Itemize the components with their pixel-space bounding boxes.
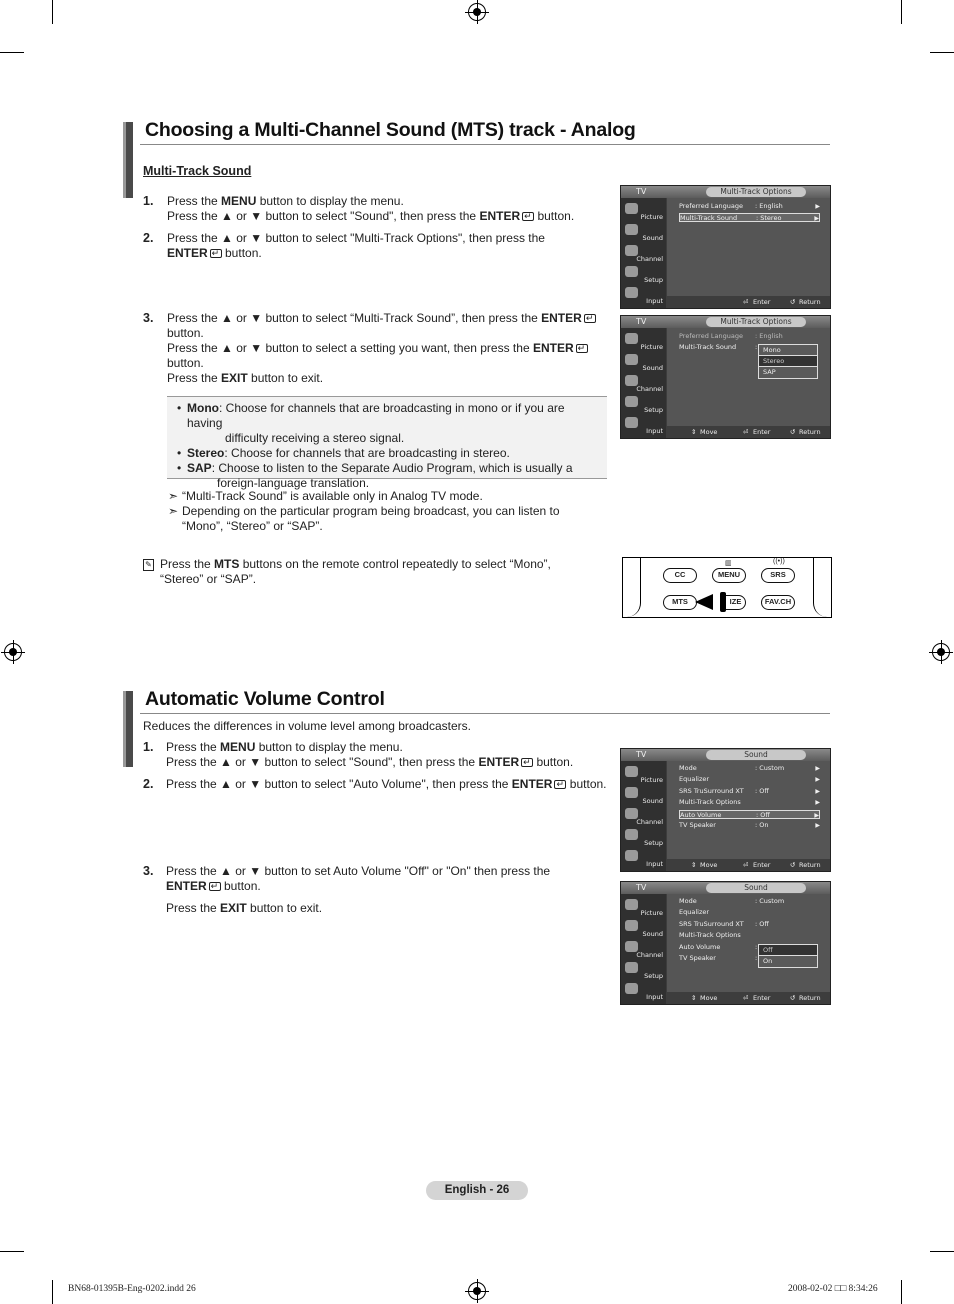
remote-top-icon: ((•)) <box>773 558 785 565</box>
step-2 <box>166 777 607 792</box>
keyword: ENTER <box>541 311 582 325</box>
osd-side-setup: Setup <box>623 961 665 981</box>
arrow-right-icon: ▶ <box>815 788 820 795</box>
osd-side-channel: Channel <box>623 374 665 394</box>
keyword: ENTER <box>532 341 574 355</box>
osd-sound-1 <box>620 748 831 872</box>
note-arrow-icon: ➣ <box>168 504 179 518</box>
registration-mark-icon <box>468 3 486 21</box>
osd-multitrack-2 <box>620 315 831 439</box>
arrow-right-icon: ▶ <box>814 812 819 819</box>
remote-tip-icon: ✎ <box>143 559 154 571</box>
osd-row: Preferred Language : English <box>679 332 783 340</box>
osd-tv-label: TV <box>636 317 647 326</box>
osd-side-input: Input <box>623 416 665 436</box>
options-box <box>167 396 607 490</box>
osd-side-setup: Setup <box>623 395 665 415</box>
picture-icon <box>625 899 638 910</box>
keyword: EXIT <box>220 901 247 915</box>
osd-tv-label: TV <box>636 883 647 892</box>
osd-side-channel: Channel <box>623 807 665 827</box>
popup-option: SAP <box>763 368 776 376</box>
section-bar <box>123 691 133 767</box>
osd-row: Multi-Track Options <box>679 931 741 939</box>
remote-tip-text: Press the MTS buttons on the remote control repeatedly to select “Mono”, “Stereo” or “SAP”. <box>160 557 551 586</box>
osd-row: TV Speaker : <box>679 954 758 962</box>
picture-icon <box>625 766 638 777</box>
enter-icon: ⏎ <box>743 994 749 1002</box>
step-line: Press the EXIT button to exit. <box>167 371 324 385</box>
step-line: Press the ▲ or ▼ button to set Auto Volume "Off" or "On" then press the <box>166 864 551 878</box>
step-line: button. <box>167 326 204 340</box>
osd-side-sound: Sound <box>623 919 665 939</box>
step-1 <box>167 194 574 224</box>
osd-footer: ⇕ Move ⏎ Enter ↺ Return <box>667 426 830 438</box>
section-title-avc: Automatic Volume Control <box>145 688 385 710</box>
return-icon: ↺ <box>790 428 796 436</box>
remote-top-icon: ▥ <box>725 560 732 567</box>
option-name: SAP <box>187 461 212 475</box>
keyword: ENTER <box>479 209 521 223</box>
osd-side-picture: Picture <box>623 898 665 918</box>
osd-menu-title: Sound <box>706 750 806 760</box>
popup-option: On <box>763 957 773 965</box>
osd-content <box>667 328 830 426</box>
move-icon: ⇕ <box>691 994 697 1002</box>
osd-sidebar <box>621 761 666 871</box>
arrow-right-icon: ▶ <box>814 215 819 222</box>
enter-button-icon <box>522 212 534 221</box>
osd-sound-2 <box>620 881 831 1005</box>
sound-icon <box>625 787 638 798</box>
remote-cc-button: CC <box>663 568 697 583</box>
osd-row: Mode : Custom ▶ <box>679 764 820 772</box>
enter-icon: ⏎ <box>743 861 749 869</box>
osd-row: SRS TruSurround XT : Off <box>679 920 769 928</box>
keyword: ENTER <box>478 755 520 769</box>
popup-option-selected: Off <box>759 945 817 956</box>
osd-row: Auto Volume : <box>679 943 758 951</box>
step-line: Press the EXIT button to exit. <box>166 901 323 915</box>
osd-menu-title: Sound <box>706 883 806 893</box>
option-name: Stereo <box>187 446 225 460</box>
setup-icon <box>625 396 638 407</box>
osd-side-picture: Picture <box>623 765 665 785</box>
note-text: Depending on the particular program being broadcast, you can listen to “Mono”, “Stereo” or “SAP”. <box>182 504 560 533</box>
remote-psize-button: IZE <box>726 595 746 610</box>
setup-icon <box>625 266 638 277</box>
osd-content <box>667 894 830 992</box>
osd-side-sound: Sound <box>623 353 665 373</box>
keyword: MENU <box>220 740 256 754</box>
osd-row: Preferred Language : English ▶ <box>679 202 820 210</box>
osd-side-input: Input <box>623 982 665 1002</box>
osd-row: Mode : Custom <box>679 897 785 905</box>
setup-icon <box>625 962 638 973</box>
option-sap <box>175 461 599 491</box>
osd-tv-label: TV <box>636 750 647 759</box>
arrow-right-icon: ▶ <box>815 799 820 806</box>
osd-row: Equalizer <box>679 908 710 916</box>
osd-row: Multi-Track Options ▶ <box>679 798 820 806</box>
step-line: Press the MENU button to display the menu. <box>166 740 403 754</box>
footer-file: BN68-01395B-Eng-0202.indd 26 <box>68 1284 196 1294</box>
input-icon <box>625 417 638 428</box>
osd-side-channel: Channel <box>623 244 665 264</box>
crop-mark <box>0 1251 24 1252</box>
keyword: ENTER <box>166 879 207 893</box>
enter-icon: ⏎ <box>743 298 749 306</box>
step-number: 2. <box>143 231 154 245</box>
enter-button-icon <box>210 249 222 258</box>
input-icon <box>625 287 638 298</box>
step-line: Press the ▲ or ▼ button to select a setting you want, then press the ENTER↵ <box>167 341 596 356</box>
return-icon: ↺ <box>790 861 796 869</box>
intro-text: Reduces the differences in volume level among broadcasters. <box>143 719 471 733</box>
option-desc: : Choose to listen to the Separate Audio Program, which is usually a <box>211 461 573 475</box>
remote-mts-button: MTS <box>663 595 697 610</box>
note-2 <box>168 504 588 534</box>
osd-content <box>667 761 830 859</box>
crop-mark <box>52 1280 53 1304</box>
option-mono <box>175 401 599 446</box>
sound-icon <box>625 920 638 931</box>
keyword: MENU <box>221 194 257 208</box>
crop-mark <box>901 1280 902 1304</box>
crop-mark <box>930 52 954 53</box>
sound-icon <box>625 354 638 365</box>
step-line: Press the ▲ or ▼ button to select "Sound", then press the ENTER↵ button. <box>166 755 573 770</box>
return-icon: ↺ <box>790 298 796 306</box>
remote-control-image <box>622 557 832 618</box>
keyword: ENTER <box>511 777 553 791</box>
step-line: Press the MENU button to display the menu. <box>167 194 404 208</box>
note-text: “Multi-Track Sound” is available only in Analog TV mode. <box>182 489 483 503</box>
registration-mark-icon <box>932 643 950 661</box>
step-3 <box>167 311 596 386</box>
osd-side-setup: Setup <box>623 828 665 848</box>
option-desc: : Choose for channels that are broadcasting in mono or if you are having <box>187 401 565 430</box>
osd-sidebar <box>621 198 666 308</box>
step-line: ENTER↵ button. <box>167 246 545 261</box>
osd-side-setup: Setup <box>623 265 665 285</box>
step-1 <box>166 740 573 770</box>
arrow-right-icon: ▶ <box>815 203 820 210</box>
return-icon: ↺ <box>790 994 796 1002</box>
osd-row: Multi-Track Sound : <box>679 343 758 351</box>
enter-button-icon <box>584 314 596 323</box>
osd-row: TV Speaker : On ▶ <box>679 821 820 829</box>
remote-tip <box>143 557 573 587</box>
crop-mark <box>901 0 902 24</box>
step-line: Press the ▲ or ▼ button to select “Multi-Track Sound”, then press the ENTER↵ <box>167 311 596 326</box>
crop-mark <box>0 52 24 53</box>
osd-side-picture: Picture <box>623 202 665 222</box>
step-number: 3. <box>143 311 154 325</box>
section-title-mts: Choosing a Multi-Channel Sound (MTS) track - Analog <box>145 119 636 141</box>
option-desc: : Choose for channels that are broadcasting in stereo. <box>224 446 510 460</box>
step-line: Press the ▲ or ▼ button to select "Sound", then press the ENTER↵ button. <box>167 209 574 224</box>
move-icon: ⇕ <box>691 861 697 869</box>
section-rule <box>140 713 830 714</box>
section-bar <box>123 122 133 198</box>
page-number: English - 26 <box>426 1181 528 1200</box>
enter-button-icon <box>209 882 221 891</box>
registration-mark-icon <box>4 643 22 661</box>
option-name: Mono <box>187 401 219 415</box>
keyword: MTS <box>214 557 240 571</box>
step-number: 1. <box>143 740 154 754</box>
popup-option: Mono <box>759 345 817 356</box>
subheading: Multi-Track Sound <box>143 164 252 178</box>
osd-menu-title: Multi-Track Options <box>706 317 806 327</box>
osd-side-input: Input <box>623 849 665 869</box>
osd-row-selected: Multi-Track Sound : Stereo ▶ <box>680 214 819 222</box>
osd-tv-label: TV <box>636 187 647 196</box>
popup-option-selected: Stereo <box>759 356 817 367</box>
step-line: Press the ▲ or ▼ button to select "Auto Volume", then press the ENTER↵ button. <box>166 777 607 792</box>
osd-footer: ⏎ Enter ↺ Return <box>667 296 830 308</box>
option-stereo <box>175 446 599 461</box>
arrow-right-icon: ▶ <box>815 822 820 829</box>
picture-icon <box>625 333 638 344</box>
pointer-arrow-icon <box>695 594 713 610</box>
remote-srs-button: SRS <box>761 568 795 583</box>
section-rule <box>140 144 830 145</box>
osd-side-channel: Channel <box>623 940 665 960</box>
arrow-right-icon: ▶ <box>815 765 820 772</box>
step-line: ENTER↵ button. <box>166 879 550 894</box>
option-desc-cont: foreign-language translation. <box>217 476 370 490</box>
osd-sidebar <box>621 894 666 1004</box>
osd-popup <box>758 944 818 968</box>
keyword: EXIT <box>221 371 248 385</box>
move-icon: ⇕ <box>691 428 697 436</box>
input-icon <box>625 983 638 994</box>
osd-row: Equalizer ▶ <box>679 775 820 783</box>
enter-button-icon <box>554 780 566 789</box>
osd-side-picture: Picture <box>623 332 665 352</box>
footer-date: 2008-02-02 □□ 8:34:26 <box>788 1284 878 1294</box>
osd-row: SRS TruSurround XT : Off ▶ <box>679 787 820 795</box>
arrow-right-icon: ▶ <box>815 776 820 783</box>
crop-mark <box>930 1251 954 1252</box>
osd-side-input: Input <box>623 286 665 306</box>
osd-multitrack-1 <box>620 185 831 309</box>
registration-mark-icon <box>468 1282 486 1300</box>
remote-menu-button: MENU <box>712 568 746 583</box>
keyword: ENTER <box>167 246 208 260</box>
osd-popup <box>758 344 818 379</box>
osd-footer: ⇕ Move ⏎ Enter ↺ Return <box>667 859 830 871</box>
osd-menu-title: Multi-Track Options <box>706 187 806 197</box>
remote-favch-button: FAV.CH <box>761 595 795 610</box>
note-arrow-icon: ➣ <box>168 489 179 503</box>
note-1 <box>168 489 588 504</box>
step-line: button. <box>167 356 204 370</box>
osd-content <box>667 198 830 296</box>
osd-side-sound: Sound <box>623 786 665 806</box>
option-desc-cont: difficulty receiving a stereo signal. <box>225 431 405 445</box>
crop-mark <box>52 0 53 24</box>
step-line: Press the ▲ or ▼ button to select "Multi-Track Options", then press the <box>167 231 545 245</box>
enter-button-icon <box>521 758 533 767</box>
enter-icon: ⏎ <box>743 428 749 436</box>
step-number: 3. <box>143 864 154 878</box>
input-icon <box>625 850 638 861</box>
step-3 <box>166 864 550 916</box>
osd-sidebar <box>621 328 666 438</box>
setup-icon <box>625 829 638 840</box>
step-2 <box>167 231 545 261</box>
osd-side-sound: Sound <box>623 223 665 243</box>
osd-row-selected: Auto Volume : Off ▶ <box>680 811 819 819</box>
enter-button-icon <box>576 344 588 353</box>
step-number: 2. <box>143 777 154 791</box>
step-number: 1. <box>143 194 154 208</box>
picture-icon <box>625 203 638 214</box>
sound-icon <box>625 224 638 235</box>
osd-footer: ⇕ Move ⏎ Enter ↺ Return <box>667 992 830 1004</box>
